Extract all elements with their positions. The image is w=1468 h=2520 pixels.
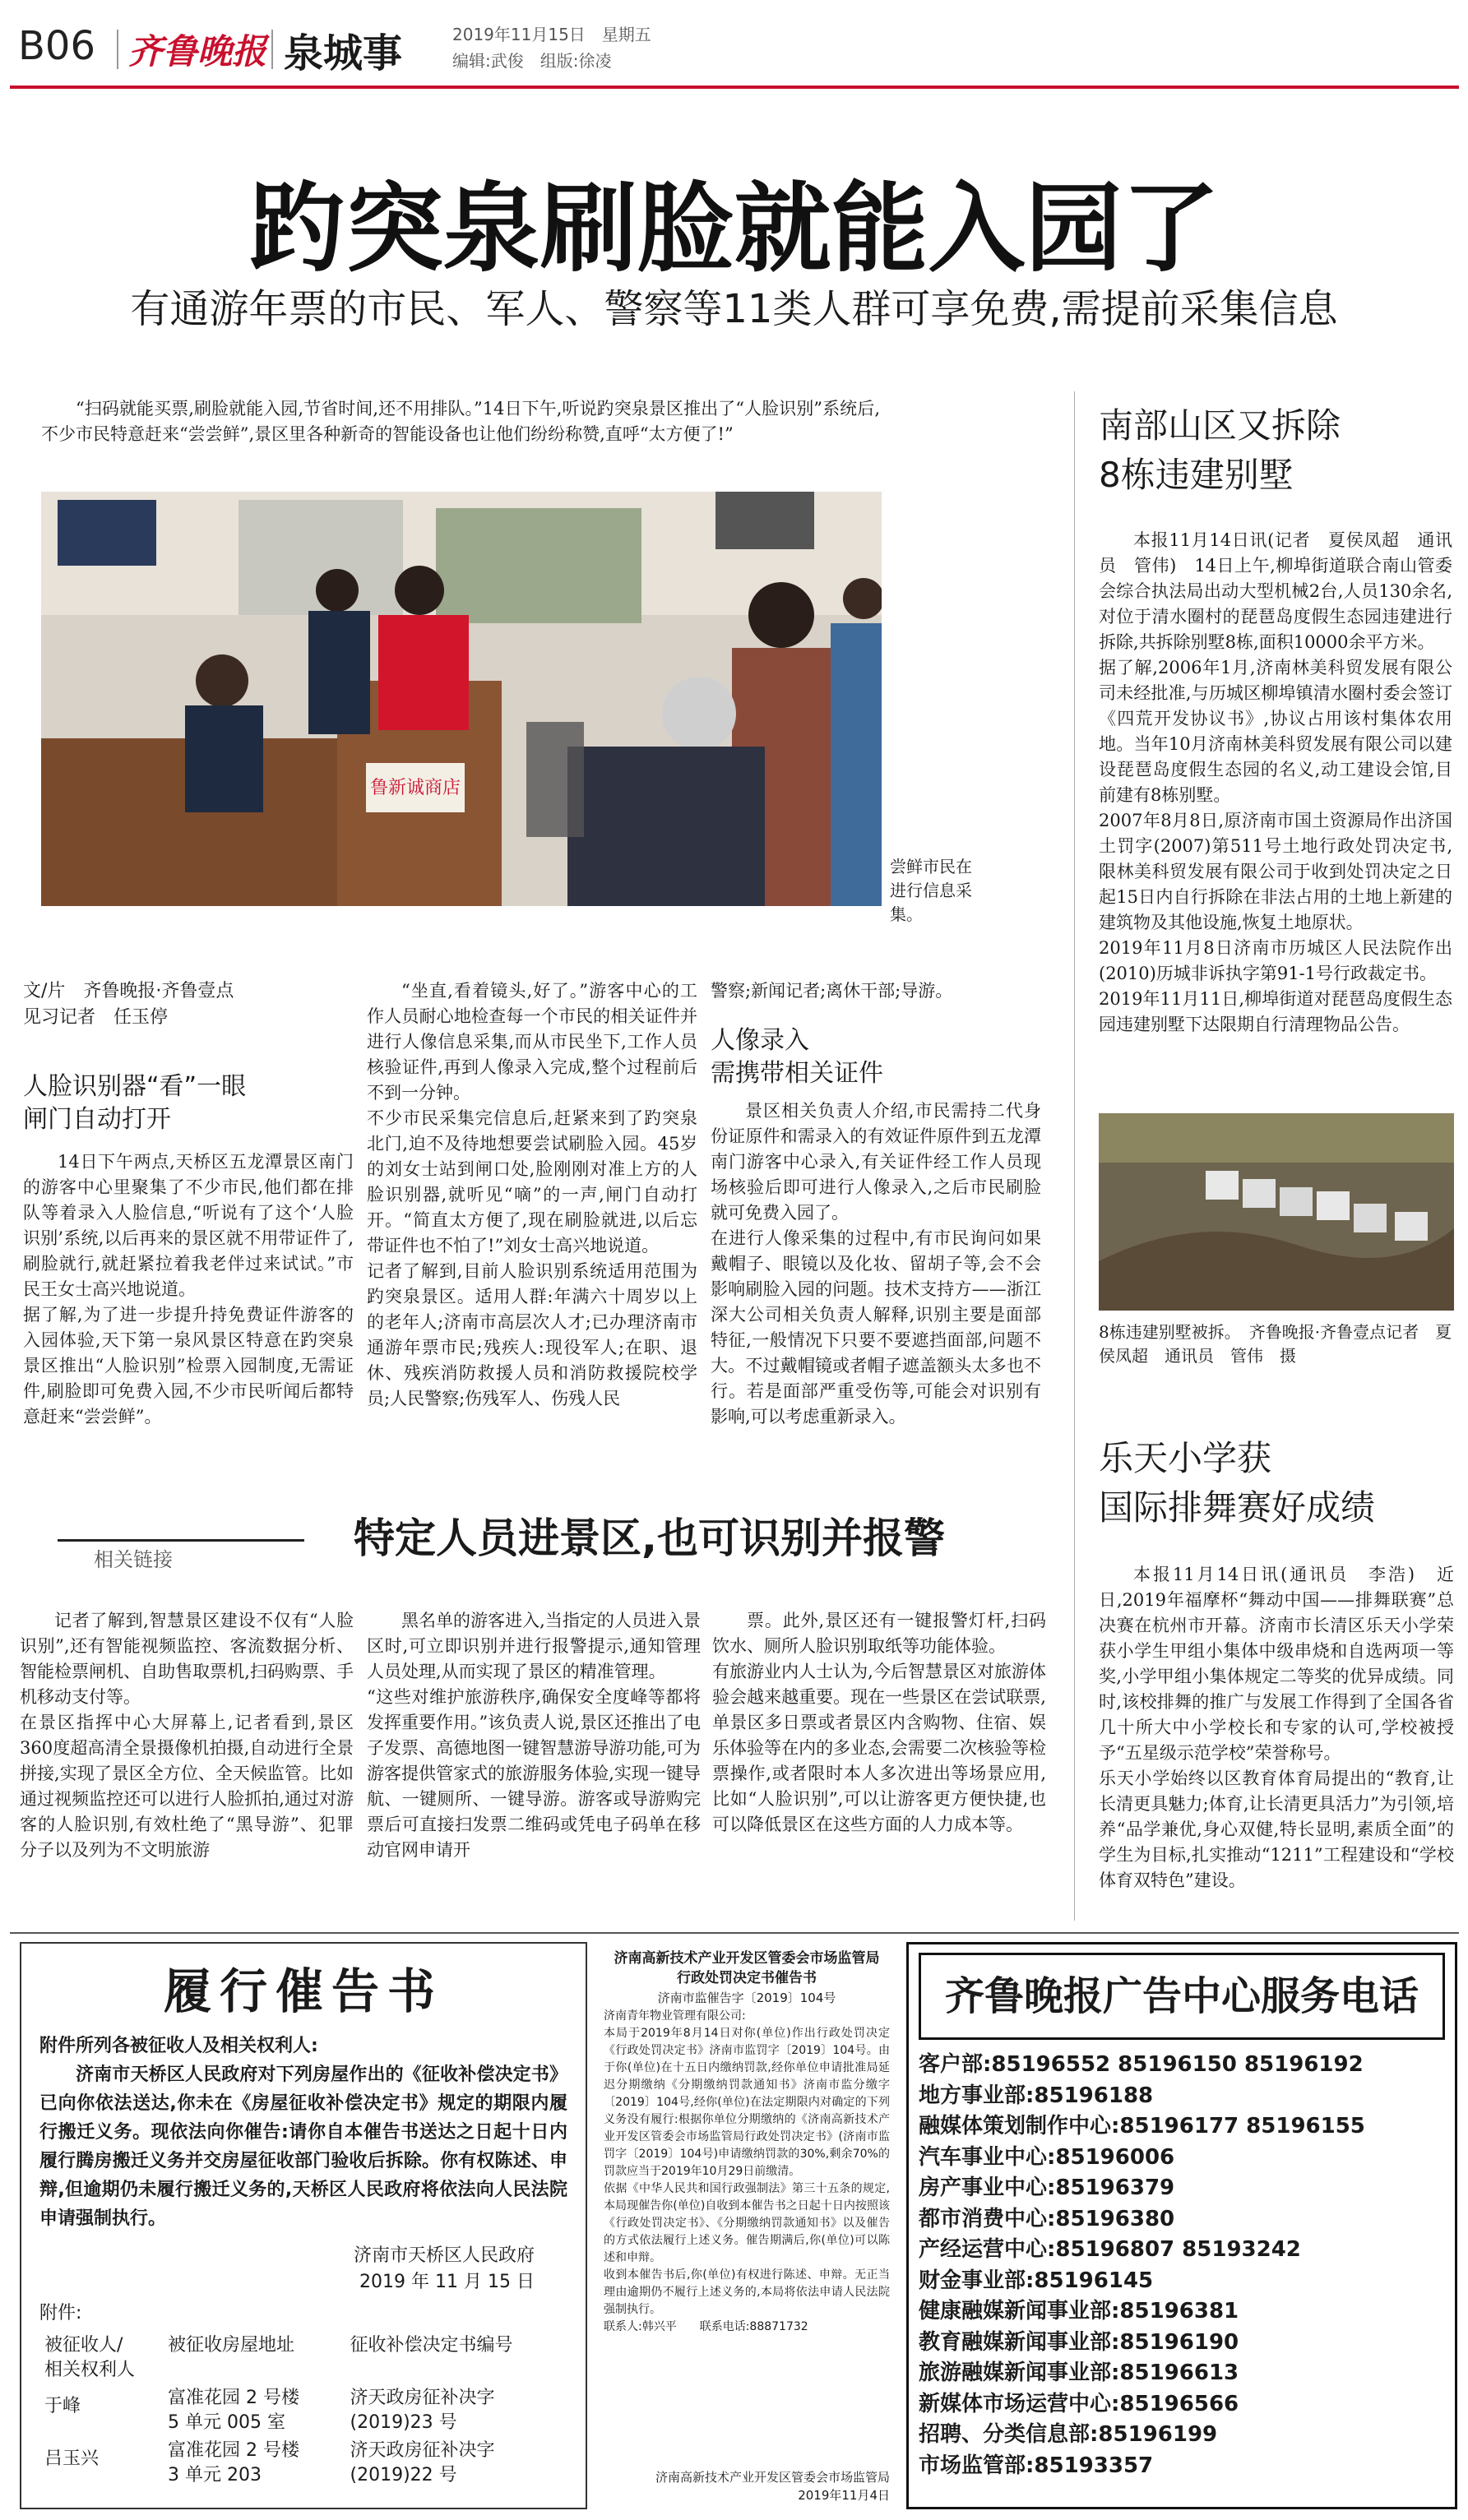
ad-urge-body: 济南市天桥区人民政府对下列房屋作出的《征收补偿决定书》已向你依法送达,你未在《房屋征收补偿决定书》规定的期限内履行搬迁义务。现依法向你催告:请你自本催告书送达之日起十日内履行腾房搬迁义务并交房屋征收部门验收后拆除。你有权陈述、申辩,但逾期仍未履行搬迁义务的,天桥区人民政府将依法向人民法院申请强制执行。 [39,2065,567,2229]
divider [117,30,118,69]
ad-phone-directory [906,1942,1457,2509]
section-name: 泉城事 [284,30,403,76]
phone-line: 财金事业部:85196145 [919,2268,1154,2293]
ad-urge-notice [20,1942,587,2509]
ad-urge-table [39,2332,567,2490]
lead-paragraph: “扫码就能买票,刷脸就能入园,节省时间,还不用排队。”14日下午,听说趵突泉景区推出了“人脸识别”系统后,不少市民特意赶来“尝尝鲜”,景区里各种新奇的智能设备也让他们纷纷称赞,直呼“太方便了!” [41,399,880,444]
related-column-3: 票。此外,景区还有一键报警灯杆,扫码饮水、厕所人脸识别取纸等功能体验。 有旅游业内人士认为,今后智慧景区对旅游体验会越来越重要。现在一些景区在尝试联票,单景区多日票或者景区内含购物、住宿、娱乐体验等在内的多业态,会需要二次核验等检票操作,或者限时本人多次进出等场景应用,比如“人脸识别”,可以让游客更方便快捷,也可以降低景区在这些方面的人力成本等。 [712,1611,1046,1834]
phone-line: 产经运营中心:85196807 85193242 [919,2237,1301,2262]
ad-penalty-notice [599,1942,895,2509]
table-header: 被征收人/ 相关权利人 [44,2335,136,2380]
story-school-body: 本报11月14日讯(通讯员 李浩) 近日,2019年福摩杯“舞动中国——排舞联赛”总决赛在杭州市开幕。济南市长清区乐天小学荣获小学生甲组小集体中级串烧和自选两项一等奖,小学甲组小集体规定二等奖的优异成绩。同时,该校排舞的推广与发展工作得到了全国各省几十所大中小学校长和专家的认可,学校被授予“五星级示范学校”荣誉称号。 乐天小学始终以区教育体育局提出的“教育,让长清更具魅力;体育,让长清更具活力”为引领,培养“品学兼优,身心双健,特长显明,素质全面”的学生为目标,扎实推动“1211”工程建设和“学校体育双特色”建设。 [1099,1565,1454,1890]
byline-line1: 文/片 齐鲁晚报·齐鲁壹点 [23,981,234,1001]
ad-phone-lines [919,2050,1445,2481]
phone-line: 招聘、分类信息部:85196199 [919,2422,1218,2447]
table-row [39,2437,567,2490]
byline-line2: 见习记者 任玉停 [23,1007,169,1028]
demolition-photo-caption: 8栋违建别墅被拆。 齐鲁晚报·齐鲁壹点记者 夏侯凤超 通讯员 管伟 摄 [1099,1322,1452,1366]
main-column-2: “坐直,看着镜头,好了。”游客中心的工作人员耐心地检查每一个市民的相关证件并进行人像信息采集,而从市民坐下,工作人员核验证件,再到人像录入完成,整个过程前后不到一分钟。 不少市民采集完信息后,赶紧来到了趵突泉北门,迫不及待地想要尝试刷脸入园。45岁的刘女士站到闸口处,脸刚刚对准上方的人脸识别器,就听见“嘀”的一声,闸门自动打开。“简直太方便了,现在刷脸就进,以后忘带证件也不怕了!”刘女士高兴地说道。 记者了解到,目前人脸识别系统适用范围为趵突泉景区。适用人群:年满六十周岁以上的老年人;济南市高层次人才;已办理济南市通游年票市民;残疾人:现役军人;在职、退休、残疾消防救援人员和消防救援院校学员;人民警察;伤残军人、伤残人民 [367,981,697,1408]
main-photo-caption: 尝鲜市民在进行信息采集。 [890,857,972,924]
villas-aerial [1099,1113,1454,1311]
related-tag-label: 相关链接 [94,1548,173,1571]
related-headline: 特定人员进景区,也可识别并报警 [354,1514,945,1562]
masthead-rule [10,86,1459,89]
main-photo [41,492,882,906]
table-cell: 于峰 [44,2396,81,2416]
related-column-2: 黑名单的游客进入,当指定的人员进入景区时,可立即识别并进行报警提示,通知管理人员处理,从而实现了景区的精准管理。 “这些对维护旅游秩序,确保安全度峰等都将发挥重要作用。”该负责人说,景区还推出了电子发票、高德地图一键智慧游导游功能,可为游客提供管家式的旅游服务体验,实现一键导航、一键厕所、一键导游。游客或导游购完票后可直接扫发票二维码或凭电子码单在移动官网申请开 [367,1611,701,1860]
story-demolition-body: 本报11月14日讯(记者 夏侯凤超 通讯员 管伟) 14日上午,柳埠街道联合南山管委会综合执法局出动大型机械2台,人员130余名,对位于清水圈村的琵琶岛度假生态园违建进行拆除,共拆除别墅8栋,面积10000余平方米。 据了解,2006年1月,济南林美科贸发展有限公司未经批准,与历城区柳埠镇清水圈村委会签订《四荒开发协议书》,协议占用该村集体农用地。当年10月济南林美科贸发展有限公司以建设琵琶岛度假生态园的名义,动工建设会馆,目前建有8栋别墅。 2007年8月8日,原济南市国土资源局作出济国土罚字(2007)第511号土地行政处罚决定书,限林美科贸发展有限公司于收到处罚决定之日起15日内自行拆除在非法占用的土地上新建的建筑物及其他设施,恢复土地原状。 2019年11月8日济南市历城区人民法院作出(2010)历城非诉执字第91-1号行政裁定书。 2019年11月11日,柳埠街道对琵琶岛度假生态园违建别墅下达限期自行清理物品公告。 [1099,530,1452,1034]
phone-line: 教育融媒新闻事业部:85196190 [919,2329,1239,2355]
main-subheadline: 有通游年票的市民、军人、警察等11类人群可享免费,需提前采集信息 [130,286,1338,332]
ad-phone-title: 齐鲁晚报广告中心服务电话 [919,1953,1445,2040]
table-header: 征收补偿决定书编号 [350,2335,513,2356]
phone-line: 融媒体策划制作中心:85196177 85196155 [919,2114,1365,2139]
ad-urge-addressee: 附件所列各被征收人及相关权利人: [39,2036,318,2056]
divider [271,30,273,69]
table-row [39,2332,567,2384]
subhead-face-scanner: 人脸识别器“看”一眼 闸门自动打开 [23,1072,247,1134]
phone-line: 地方事业部:85196188 [919,2083,1154,2108]
page-number: B06 [18,23,96,69]
main-column-3a: 警察;新闻记者;离休干部;导游。 [711,981,953,1001]
phone-line: 新媒体市场运营中心:85196566 [919,2391,1239,2416]
phone-line: 汽车事业中心:85196006 [919,2144,1175,2170]
editors: 编辑:武俊 组版:徐凌 [452,51,612,71]
right-column-divider [1074,391,1075,1921]
main-headline: 趵突泉刷脸就能入园了 [248,172,1220,285]
table-header: 被征收房屋地址 [168,2335,295,2356]
demolition-photo [1099,1113,1454,1311]
table-cell: 济天政房征补决字 (2019)22 号 [350,2440,495,2485]
ad-urge-title: 履行催告书 [163,1963,443,2019]
table-cell: 吕玉兴 [44,2448,100,2469]
paper-logo: 齐鲁晚报 [128,31,267,72]
counter-sign: 鲁新诚商店 [369,778,461,798]
phone-line: 市场监管部:85193357 [919,2453,1154,2478]
phone-line: 房产事业中心:85196379 [919,2176,1175,2200]
phone-line: 都市消费中心:85196380 [919,2206,1175,2231]
main-column-3: 景区相关负责人介绍,市民需持二代身份证原件和需录入的有效证件原件到五龙潭南门游客中心录入,有关证件经工作人员现场核验后即可进行人像录入,之后市民刷脸就可免费入园了。 在进行人像采集的过程中,有市民询问如果戴帽子、眼镜以及化妆、留胡子等,会不会影响刷脸入园的问题。技术支持方——浙江深大公司相关负责人解释,识别主要是面部特征,一般情况下只要不要遮挡面部,问题不大。不过戴帽镜或者帽子遮盖额头太多也不行。若是面部严重受伤等,可能会对识别有影响,可以考虑重新录入。 [711,1101,1041,1426]
table-cell: 济天政房征补决字 (2019)23 号 [350,2388,495,2433]
byline [23,978,234,1031]
ad-penalty-ref: 济南市监催告字〔2019〕104号 [657,1991,836,2005]
phone-line: 旅游融媒新闻事业部:85196613 [919,2360,1239,2385]
phone-line: 客户部:85196552 85196150 85196192 [919,2052,1364,2077]
main-column-1: 14日下午两点,天桥区五龙潭景区南门的游客中心里聚集了不少市民,他们都在排队等着录入人脸信息,“听说有了这个‘人脸识别’系统,以后再来的景区就不用带证件了,刷脸就行,就赶紧拉着我老伴过来试试。”市民王女士高兴地说道。 据了解,为了进一步提升持免费证件游客的入园体验,天下第一泉风景区特意在趵突泉景区推出“人脸识别”检票入园制度,无需证件,刷脸即可免费入园,不少市民听闻后都特意赶来“尝尝鲜”。 [23,1152,354,1426]
story-school-headline: 乐天小学获 国际排舞赛好成绩 [1099,1438,1376,1528]
ad-penalty-body: 济南青年物业管理有限公司: 本局于2019年8月14日对你(单位)作出行政处罚决定《行政处罚决定书》济南市监罚字〔2019〕104号。由于你(单位)在十五日内缴纳罚款,经你单位申请批准局延迟分期缴纳《分期缴纳罚款通知书》济南市监分缴字〔2019〕104号,经你(单位)在法定期限内对确定的下列义务没有履行:根据你单位分期缴纳的《济南高新技术产业开发区管委会市场监管局行政处罚决定书》(济南市监罚字〔2019〕104号)申请缴纳罚款的30%,剩余70%的罚款应当于2019年10月29日前缴清。 依据《中华人民共和国行政强制法》第三十五条的规定,本局现催告你(单位)自收到本催告书之日起十日内按照该《行政处罚决定书》、《分期缴纳罚款通知书》以及催告的方式依法履行上述义务。催告期满后,你(单位)可以陈述和申辩。 收到本催告书后,你(单位)有权进行陈述、申辩。无正当理由逾期仍不履行上述义务的,本局将依法申请人民法院强制执行。 联系人:韩兴平 联系电话:88871732 [604,2009,890,2333]
table-row [39,2384,567,2437]
story-demolition-headline: 南部山区又拆除 8栋违建别墅 [1099,405,1341,495]
subhead-id-required: 人像录入 需携带相关证件 [711,1026,883,1088]
face-recognition-scene [41,492,882,906]
ad-urge-annex: 附件: [39,2303,82,2323]
ads-top-rule [10,1932,1459,1934]
related-column-1: 记者了解到,智慧景区建设不仅有“人脸识别”,还有智能视频监控、客流数据分析、智能检票闸机、自助售取票机,扫码购票、手机移动支付等。 在景区指挥中心大屏幕上,记者看到,景区360度超高清全景摄像机拍摄,自动进行全景拼接,实现了景区全方位、全天候监管。比如通过视频监控还可以进行人脸抓拍,通过对游客的人脸识别,有效杜绝了“黑导游”、犯罪分子以及列为不文明旅游 [20,1611,354,1860]
masthead [0,0,1468,82]
issue-date: 2019年11月15日 星期五 [452,25,651,44]
related-tag [58,1539,304,1575]
ad-penalty-title: 济南高新技术产业开发区管委会市场监管局 行政处罚决定书催告书 [614,1950,880,1986]
table-cell: 富准花园 2 号楼 5 单元 005 室 [168,2388,299,2433]
ad-urge-date: 2019 年 11 月 15 日 [359,2272,535,2292]
phone-line: 健康融媒新闻事业部:85196381 [919,2299,1239,2323]
ad-penalty-footer: 济南高新技术产业开发区管委会市场监管局 2019年11月4日 [655,2470,890,2503]
ad-urge-signer: 济南市天桥区人民政府 [353,2245,535,2266]
table-cell: 富准花园 2 号楼 3 单元 203 [168,2440,299,2485]
